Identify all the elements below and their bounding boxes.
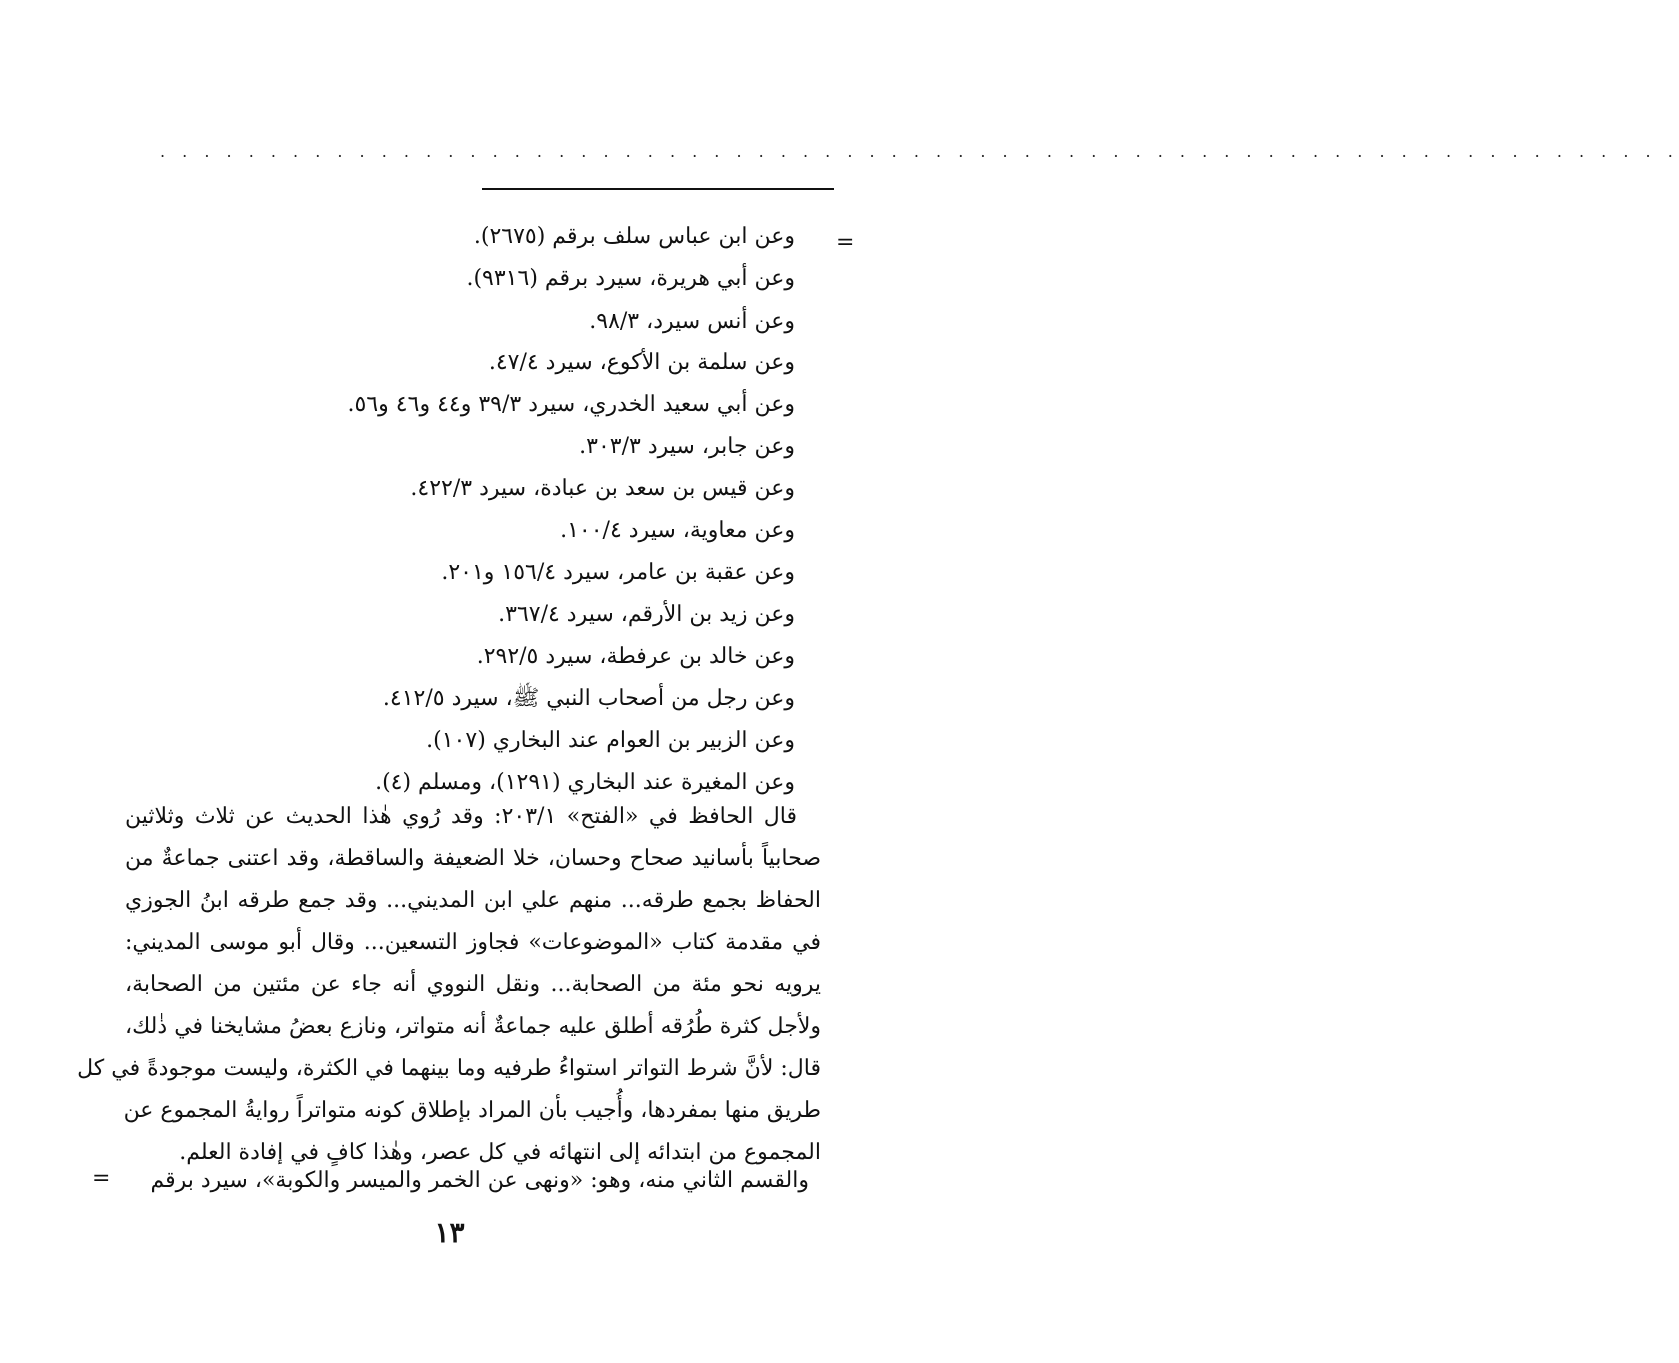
paragraph-line: المجموع من ابتدائه إلى انتهائه في كل عصر، وهٰذا كافٍ في إفادة العلم. <box>179 1140 821 1165</box>
footnote-line: وعن أبي هريرة، سيرد برقم (٩٣١٦). <box>466 266 795 291</box>
paragraph-line: قال الحافظ في «الفتح» ٢٠٣/١: وقد رُوي هٰذا الحديث عن ثلاث وثلاثين <box>125 804 797 829</box>
paragraph-line: يرويه نحو مئة من الصحابة... ونقل النووي أنه جاء عن مئتين من الصحابة، <box>125 972 821 997</box>
footnote-line: وعن زيد بن الأرقم، سيرد ٣٦٧/٤. <box>498 602 795 627</box>
closing-line: والقسم الثاني منه، وهو: «ونهى عن الخمر والميسر والكوبة»، سيرد برقم <box>150 1168 809 1193</box>
footnote-line: وعن ابن عباس سلف برقم (٢٦٧٥). <box>473 224 795 249</box>
separator-dots: . . . . . . . . . . . . . . . . . . . . . . . . . . . . . . . . . . . . . . . . . . . . . . . . . . . . . . . . . . . . . . . . . . . . . <box>160 142 1679 161</box>
footnote-line: وعن خالد بن عرفطة، سيرد ٢٩٢/٥. <box>476 644 795 669</box>
footnote-line: وعن الزبير بن العوام عند البخاري (١٠٧). <box>426 728 795 753</box>
continuation-mark-bottom: = <box>92 1166 111 1191</box>
footnote-line: وعن أبي سعيد الخدري، سيرد ٣٩/٣ و٤٤ و٤٦ و٥٦. <box>347 392 795 417</box>
footnote-line: وعن عقبة بن عامر، سيرد ١٥٦/٤ و٢٠١. <box>441 560 795 585</box>
commentary-paragraph <box>77 796 821 1174</box>
page-number: ١٣ <box>434 1216 465 1249</box>
continuation-mark-top: = <box>836 230 855 255</box>
footnote-line: وعن أنس سيرد، ٩٨/٣. <box>589 309 795 334</box>
paragraph-line: ولأجل كثرة طُرُقه أطلق عليه جماعةٌ أنه متواتر، ونازع بعضُ مشايخنا في ذٰلك، <box>125 1014 821 1039</box>
paragraph-line: طريق منها بمفردها، وأُجيب بأن المراد بإطلاق كونه متواتراً روايةُ المجموع عن <box>123 1098 821 1123</box>
paragraph-line: الحفاظ بجمع طرقه... منهم علي ابن المديني... وقد جمع طرقه ابنُ الجوزي <box>125 888 821 913</box>
footnote-line: وعن سلمة بن الأكوع، سيرد ٤٧/٤. <box>488 350 795 375</box>
footnote-line: وعن قيس بن سعد بن عبادة، سيرد ٤٢٢/٣. <box>410 476 795 501</box>
paragraph-line: قال: لأنَّ شرط التواتر استواءُ طرفيه وما بينهما في الكثرة، وليست موجودةً في كل <box>77 1056 821 1081</box>
footnote-line: وعن رجل من أصحاب النبي ﷺ، سيرد ٤١٢/٥. <box>382 686 795 711</box>
footnote-rule <box>482 188 834 190</box>
footnote-line: وعن المغيرة عند البخاري (١٢٩١)، ومسلم (٤). <box>375 770 795 795</box>
footnote-line: وعن معاوية، سيرد ١٠٠/٤. <box>560 518 795 543</box>
paragraph-line: صحابياً بأسانيد صحاح وحسان، خلا الضعيفة والساقطة، وقد اعتنى جماعةٌ من <box>125 846 821 871</box>
footnote-line: وعن جابر، سيرد ٣٠٣/٣. <box>579 434 795 459</box>
paragraph-line: في مقدمة كتاب «الموضوعات» فجاوز التسعين... وقال أبو موسى المديني: <box>125 930 821 955</box>
